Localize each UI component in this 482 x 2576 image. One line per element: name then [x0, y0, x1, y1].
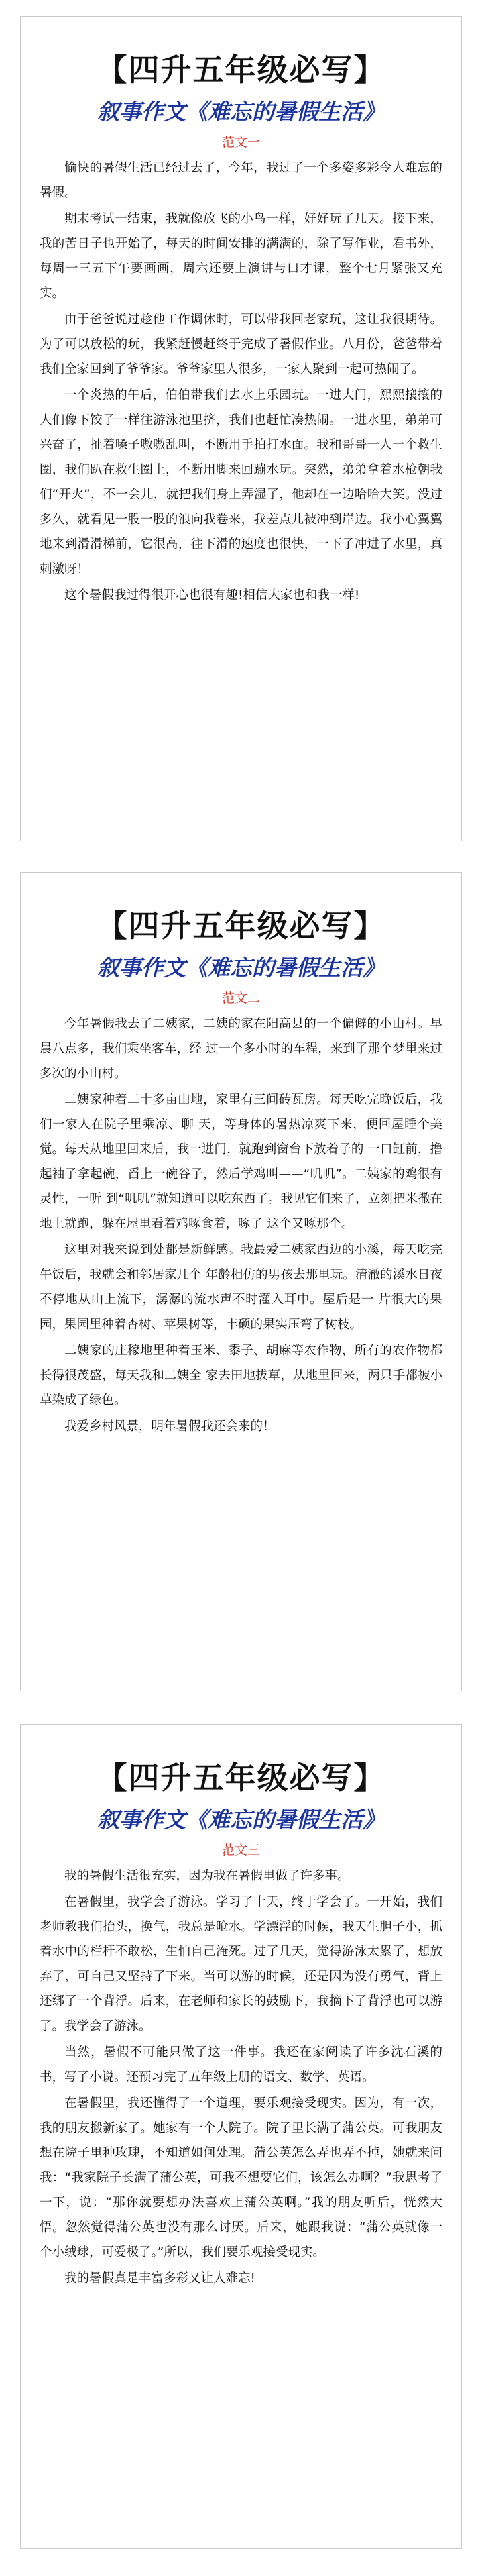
- paragraph: 在暑假里，我学会了游泳。学习了十天，终于学会了。一开始，我们老师教我们抬头，换气，我总是呛水。学漂浮的时候，我天生胆子小，抓着水中的栏杆不敢松，生怕自己淹死。过了几天，觉得游泳太累了，想放弃了，可自己又坚持了下来。当可以游的时候，还是因为没有勇气，背上还绑了一个背浮。后来，在老师和家长的鼓励下，我摘下了背浮也可以游了。我学会了游泳。: [40, 1895, 442, 2034]
- sample-label: 范文一: [221, 135, 260, 150]
- banner-title: 【四升五年级必写】: [96, 52, 386, 88]
- paragraph: 这个暑假我过得很开心也很有趣!相信大家也和我一样!: [64, 588, 360, 603]
- paragraph: 一个炎热的午后，伯伯带我们去水上乐园玩。一进大门，熙熙攘攘的人们像下饺子一样往游泳池里挤，我们也赶忙凑热闹。一进水里，弟弟可兴奋了，扯着嗓子嗷嗷乱叫，不断用手拍打水面。我和哥哥一人一个救生圈，我们趴在救生圈上，不断用脚来回蹦水玩。突然，弟弟拿着水枪朝我们“开火”，不一会儿，就把我们身上弄湿了，他却在一边哈哈大笑。没过多久，就看见一股一股的浪向我卷来，我差点儿被冲到岸边。我小心翼翼地来到滑滑梯前，它很高，往下滑的速度也很快，一下子冲进了水里，真刺激呀！: [40, 388, 442, 577]
- paragraph: 二姨家的庄稼地里种着玉米、黍子、胡麻等农作物，所有的农作物都长得很茂盛，每天我和二姨全 家去田地拔草，从地里回来，两只手都被小草染成了绿色。: [40, 1344, 442, 1408]
- paragraph: 期末考试一结束，我就像放飞的小鸟一样，好好玩了几天。接下来，我的苦日子也开始了，每天的时间安排的满满的，除了写作业，看书外，每周一三五下午要画画，周六还要上演讲与口才课，整个七月紧张又充实。: [40, 212, 442, 301]
- article-card-3: [20, 1724, 462, 2549]
- paragraph: 由于爸爸说过趁他工作调休时，可以带我回老家玩，这让我很期待。为了可以放松的玩，我紧赶慢赶终于完成了暑假作业。八月份，爸爸带着我们全家回到了爷爷家。爷爷家里人很多，一家人聚到一起可热闹了。: [40, 313, 442, 377]
- essay-title: 叙事作文《难忘的暑假生活》: [97, 1807, 385, 1833]
- paragraph: 愉快的暑假生活已经过去了，今年，我过了一个多姿多彩令人难忘的暑假。: [40, 161, 442, 201]
- paragraph: 当然，暑假不可能只做了这一件事。我还在家阅读了许多沈石溪的书，写了小说。还预习完了五年级上册的语文、数学、英语。: [40, 2045, 442, 2085]
- paragraph: 我爱乡村风景，明年暑假我还会来的！: [64, 1419, 276, 1434]
- paragraph: 我的暑假真是丰富多彩又让人难忘!: [64, 2271, 255, 2286]
- sample-label: 范文二: [221, 991, 260, 1006]
- essay-title: 叙事作文《难忘的暑假生活》: [97, 99, 385, 125]
- paragraph: 我的暑假生活很充实，因为我在暑假里做了许多事。: [64, 1869, 350, 1884]
- essay-title: 叙事作文《难忘的暑假生活》: [97, 955, 385, 981]
- article-card-2: [20, 872, 462, 1690]
- paragraph: 今年暑假我去了二姨家，二姨的家在阳高县的一个偏僻的小山村。早晨八点多，我们乘坐客车，经 过一个多小时的车程，来到了那个梦里来过多次的小山村。: [40, 1017, 442, 1081]
- sample-label: 范文三: [221, 1843, 260, 1858]
- paragraph: 在暑假里，我还懂得了一个道理，要乐观接受现实。因为，有一次，我的朋友搬新家了。她家有一个大院子。院子里长满了蒲公英。可我朋友想在院子里种玫瑰，不知道如何处理。蒲公英怎么弄也弄不掉，她就来问我：“我家院子长满了蒲公英，可我不想要它们，该怎么办啊？”我思考了一下，说：“那你就要想办法喜欢上蒲公英啊。”我的朋友听后，恍然大悟。忽然觉得蒲公英也没有那么讨厌。后来，她跟我说：“蒲公英就像一个小绒球，可爱极了。”所以，我们要乐观接受现实。: [40, 2096, 442, 2260]
- banner-title: 【四升五年级必写】: [96, 908, 386, 944]
- banner-title: 【四升五年级必写】: [96, 1760, 386, 1796]
- paragraph: 二姨家种着二十多亩山地，家里有三间砖瓦房。每天吃完晚饭后，我们一家人在院子里乘凉、聊 天，等身体的暑热凉爽下来，便回屋睡个美觉。每天从地里回来后，我一进门，就跑到窗台下放着子的 一口缸前，撸起袖子拿起碗，舀上一碗谷子，然后学鸡叫——“叽叽”。二姨家的鸡很有灵性，一听 到“叽叽”就知道可以吃东西了。我见它们来了，立刻把米撒在地上就跑，躲在屋里看着鸡啄食着，啄了 这个又啄那个。: [40, 1093, 442, 1232]
- paragraph: 这里对我来说到处都是新鲜感。我最爱二姨家西边的小溪，每天吃完午饭后，我就会和邻居家几个 年龄相仿的男孩去那里玩。清澈的溪水日夜不停地从山上流下，潺潺的流水声不时灌入耳中。屋后是一 片很大的果园，果园里种着杏树、苹果树等，丰硕的果实压弯了树枝。: [40, 1243, 442, 1332]
- article-card-1: [20, 16, 462, 841]
